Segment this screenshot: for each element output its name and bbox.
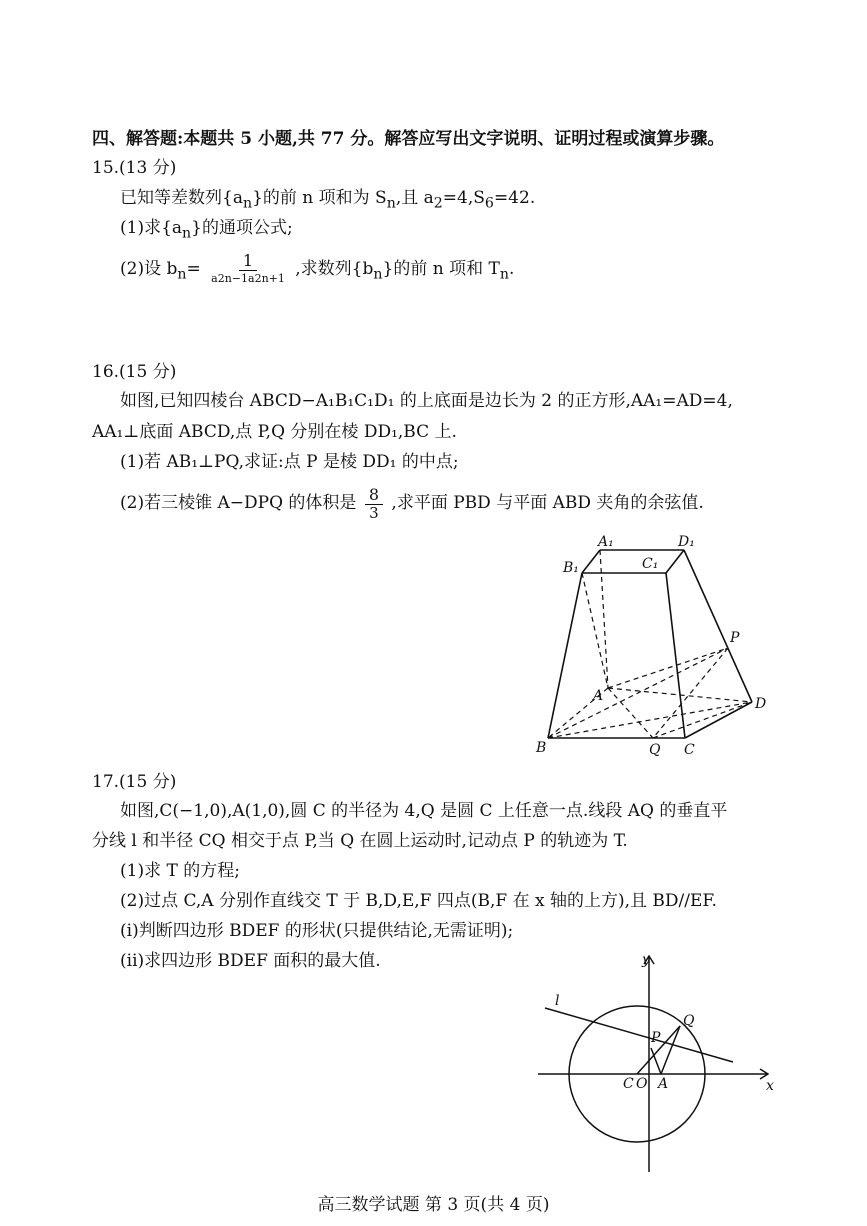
q15-stem-c: ,且 a bbox=[395, 188, 434, 208]
q15-stem-a: 已知等差数列{a bbox=[120, 188, 243, 208]
q15-stem: 已知等差数列$\{a_n\}$的前 n 项和为 $S_n$,且 $a_2=4,S_6=42$. bbox=[120, 188, 536, 212]
q17-part2-i: (i)判断四边形 BDEF 的形状(只提供结论,无需证明); bbox=[120, 921, 514, 941]
q16-line2: AA₁⊥底面 ABCD,点 P,Q 分别在棱 DD₁,BC 上. bbox=[92, 422, 457, 442]
q17-line2: 分线 l 和半径 CQ 相交于点 P,当 Q 在圆上运动时,记动点 P 的轨迹为 T. bbox=[92, 831, 628, 851]
label-a1: A₁ bbox=[598, 534, 614, 550]
q16-part2 bbox=[120, 486, 704, 521]
label-a: A bbox=[593, 688, 604, 704]
label-q: Q bbox=[649, 742, 661, 758]
label-p: P bbox=[651, 1030, 661, 1046]
q15-part2-c: ,求数列{b bbox=[295, 259, 374, 279]
q15-part2-d: }的前 n 项和 T bbox=[382, 259, 500, 279]
label-o: O bbox=[636, 1076, 648, 1092]
edge-c1-c bbox=[666, 573, 685, 738]
q17-line1: 如图,C(−1,0),A(1,0),圆 C 的半径为 4,Q 是圆 C 上任意一点.线段 AQ 的垂直平 bbox=[120, 801, 728, 821]
q16-part1: (1)若 AB₁⊥PQ,求证:点 P 是棱 DD₁ 的中点; bbox=[120, 452, 459, 472]
q15-part2-b: = bbox=[186, 259, 201, 279]
segment-b1-a bbox=[582, 573, 608, 688]
q16-part2-b: ,求平面 PBD 与平面 ABD 夹角的余弦值. bbox=[391, 493, 704, 513]
label-l: l bbox=[555, 993, 560, 1009]
q15-number: 15.(13 分) bbox=[92, 158, 177, 178]
segment-b-d bbox=[548, 702, 752, 738]
edge-d1-d bbox=[684, 550, 752, 702]
q17-part2-ii: (ii)求四边形 BDEF 面积的最大值. bbox=[120, 951, 381, 971]
label-b1: B₁ bbox=[563, 560, 579, 576]
page-footer: 高三数学试题 第 3 页(共 4 页) bbox=[317, 1195, 550, 1215]
q15-part1-end: }的通项公式; bbox=[191, 218, 293, 238]
segment-a-p bbox=[608, 648, 728, 688]
label-d1: D₁ bbox=[678, 534, 695, 550]
label-c1: C₁ bbox=[642, 556, 659, 572]
label-c: C bbox=[623, 1076, 634, 1092]
label-b: B bbox=[536, 740, 547, 756]
q15-fraction bbox=[209, 252, 287, 287]
section-heading: 四、解答题:本题共 5 小题,共 77 分。解答应写出文字说明、证明过程或演算步骤。 bbox=[92, 129, 725, 149]
q16-fraction bbox=[365, 486, 383, 521]
q16-line1: 如图,已知四棱台 ABCD−A₁B₁C₁D₁ 的上底面是边长为 2 的正方形,AA₁=AD=4, bbox=[120, 391, 733, 411]
q15-stem-e: =42. bbox=[493, 188, 536, 208]
edge-a1-a bbox=[600, 550, 608, 688]
q15-part1: (1)求$\{a_n\}$的通项公式; bbox=[120, 218, 293, 242]
label-y: y bbox=[642, 952, 650, 968]
label-a: A bbox=[658, 1076, 669, 1092]
q15-part2: (2)设 $b_n=$ $\frac{1}{a2n-1a2n+1}$ ,求数列$\{b_n\}$的前 n 项和 $T_n$. bbox=[120, 251, 515, 285]
label-x: x bbox=[766, 1078, 774, 1094]
segment-aq bbox=[661, 1026, 680, 1074]
q16-number: 16.(15 分) bbox=[92, 362, 177, 382]
q15-part2-a: (2)设 b bbox=[120, 259, 178, 279]
segment-a-q bbox=[608, 688, 653, 738]
q17-number: 17.(15 分) bbox=[92, 772, 177, 792]
q16-frac-num: 8 bbox=[365, 486, 383, 505]
segment-b-p bbox=[548, 648, 728, 738]
edge-b1-a1 bbox=[582, 550, 600, 573]
edge-d1-c1 bbox=[666, 550, 684, 573]
q16-frustum-figure bbox=[530, 530, 780, 760]
q17-part2: (2)过点 C,A 分别作直线交 T 于 B,D,E,F 四点(B,F 在 x 轴的上方),且 BD//EF. bbox=[120, 891, 717, 911]
q17-part1: (1)求 T 的方程; bbox=[120, 861, 240, 881]
label-q: Q bbox=[683, 1013, 695, 1029]
q15-frac-den: a2n−1a2n+1 bbox=[211, 272, 285, 285]
bisector-line-l bbox=[545, 1008, 733, 1062]
q15-part2-e: . bbox=[508, 259, 515, 279]
q15-frac-num: 1 bbox=[239, 252, 257, 271]
q15-stem-b: }的前 n 项和为 S bbox=[252, 188, 387, 208]
q16-frac-den: 3 bbox=[369, 504, 379, 522]
q16-part2-a: (2)若三棱锥 A−DPQ 的体积是 bbox=[120, 493, 357, 513]
q17-circle-figure bbox=[530, 950, 780, 1175]
label-c: C bbox=[684, 742, 695, 758]
label-p: P bbox=[730, 630, 740, 646]
q15-stem-d: =4,S bbox=[442, 188, 485, 208]
label-d: D bbox=[755, 696, 767, 712]
q15-part1-text: (1)求{a bbox=[120, 218, 183, 238]
